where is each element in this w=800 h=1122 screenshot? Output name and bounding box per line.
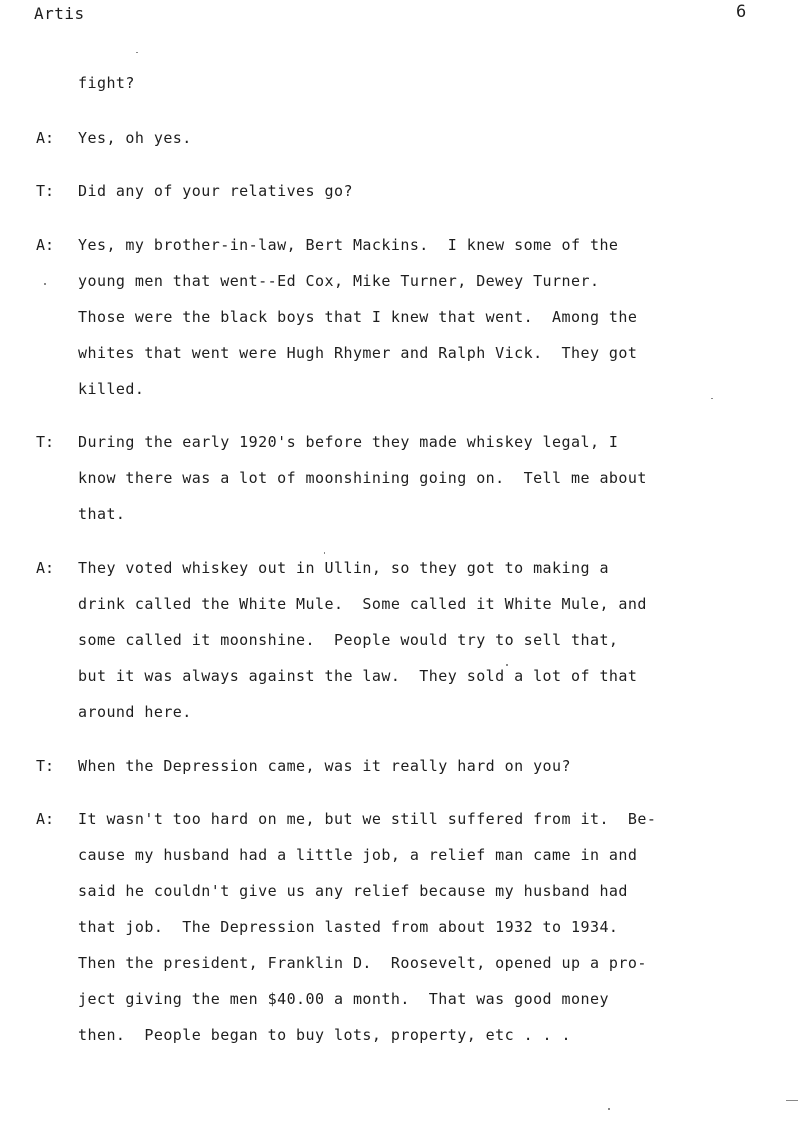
transcript-line: some called it moonshine. People would try to sell that, bbox=[78, 631, 619, 649]
speaker-label: T: bbox=[36, 433, 55, 451]
transcript-line: drink called the White Mule. Some called it White Mule, and bbox=[78, 595, 647, 613]
scan-speck bbox=[608, 1108, 610, 1110]
transcript-line: around here. bbox=[78, 703, 192, 721]
speaker-label: A: bbox=[36, 236, 55, 254]
page-number: 6 bbox=[736, 2, 747, 22]
transcript-line: but it was always against the law. They sold a lot of that bbox=[78, 667, 638, 685]
transcript-line: Yes, my brother-in-law, Bert Mackins. I knew some of the bbox=[78, 236, 619, 254]
speaker-label: A: bbox=[36, 810, 55, 828]
scan-speck bbox=[711, 398, 713, 399]
transcript-line: then. People began to buy lots, property, etc . . . bbox=[78, 1026, 571, 1044]
transcript-line: Those were the black boys that I knew that went. Among the bbox=[78, 308, 638, 326]
transcript-line: fight? bbox=[78, 74, 135, 92]
transcript-line: whites that went were Hugh Rhymer and Ralph Vick. They got bbox=[78, 344, 638, 362]
speaker-label: T: bbox=[36, 757, 55, 775]
transcript-line: young men that went--Ed Cox, Mike Turner, Dewey Turner. bbox=[78, 272, 600, 290]
transcript-line: that job. The Depression lasted from about 1932 to 1934. bbox=[78, 918, 619, 936]
transcript-line: Then the president, Franklin D. Roosevelt, opened up a pro- bbox=[78, 954, 647, 972]
transcript-line: Yes, oh yes. bbox=[78, 129, 192, 147]
transcript-line: said he couldn't give us any relief because my husband had bbox=[78, 882, 628, 900]
speaker-label: A: bbox=[36, 559, 55, 577]
transcript-line: During the early 1920's before they made whiskey legal, I bbox=[78, 433, 619, 451]
transcript-line: know there was a lot of moonshining going on. Tell me about bbox=[78, 469, 647, 487]
scan-speck bbox=[44, 283, 46, 285]
transcript-line: They voted whiskey out in Ullin, so they got to making a bbox=[78, 559, 609, 577]
transcript-line: ject giving the men $40.00 a month. That was good money bbox=[78, 990, 609, 1008]
speaker-label: T: bbox=[36, 182, 55, 200]
transcript-line: Did any of your relatives go? bbox=[78, 182, 353, 200]
scan-speck bbox=[324, 552, 325, 554]
transcript-line: cause my husband had a little job, a relief man came in and bbox=[78, 846, 638, 864]
transcript-line: It wasn't too hard on me, but we still suffered from it. Be- bbox=[78, 810, 657, 828]
speaker-label: A: bbox=[36, 129, 55, 147]
transcript-line: that. bbox=[78, 505, 126, 523]
scan-speck bbox=[506, 664, 508, 666]
scan-speck bbox=[786, 1100, 798, 1101]
transcript-line: When the Depression came, was it really hard on you? bbox=[78, 757, 571, 775]
transcript-line: killed. bbox=[78, 380, 145, 398]
header-name: Artis bbox=[34, 4, 85, 23]
scan-speck bbox=[136, 52, 138, 53]
